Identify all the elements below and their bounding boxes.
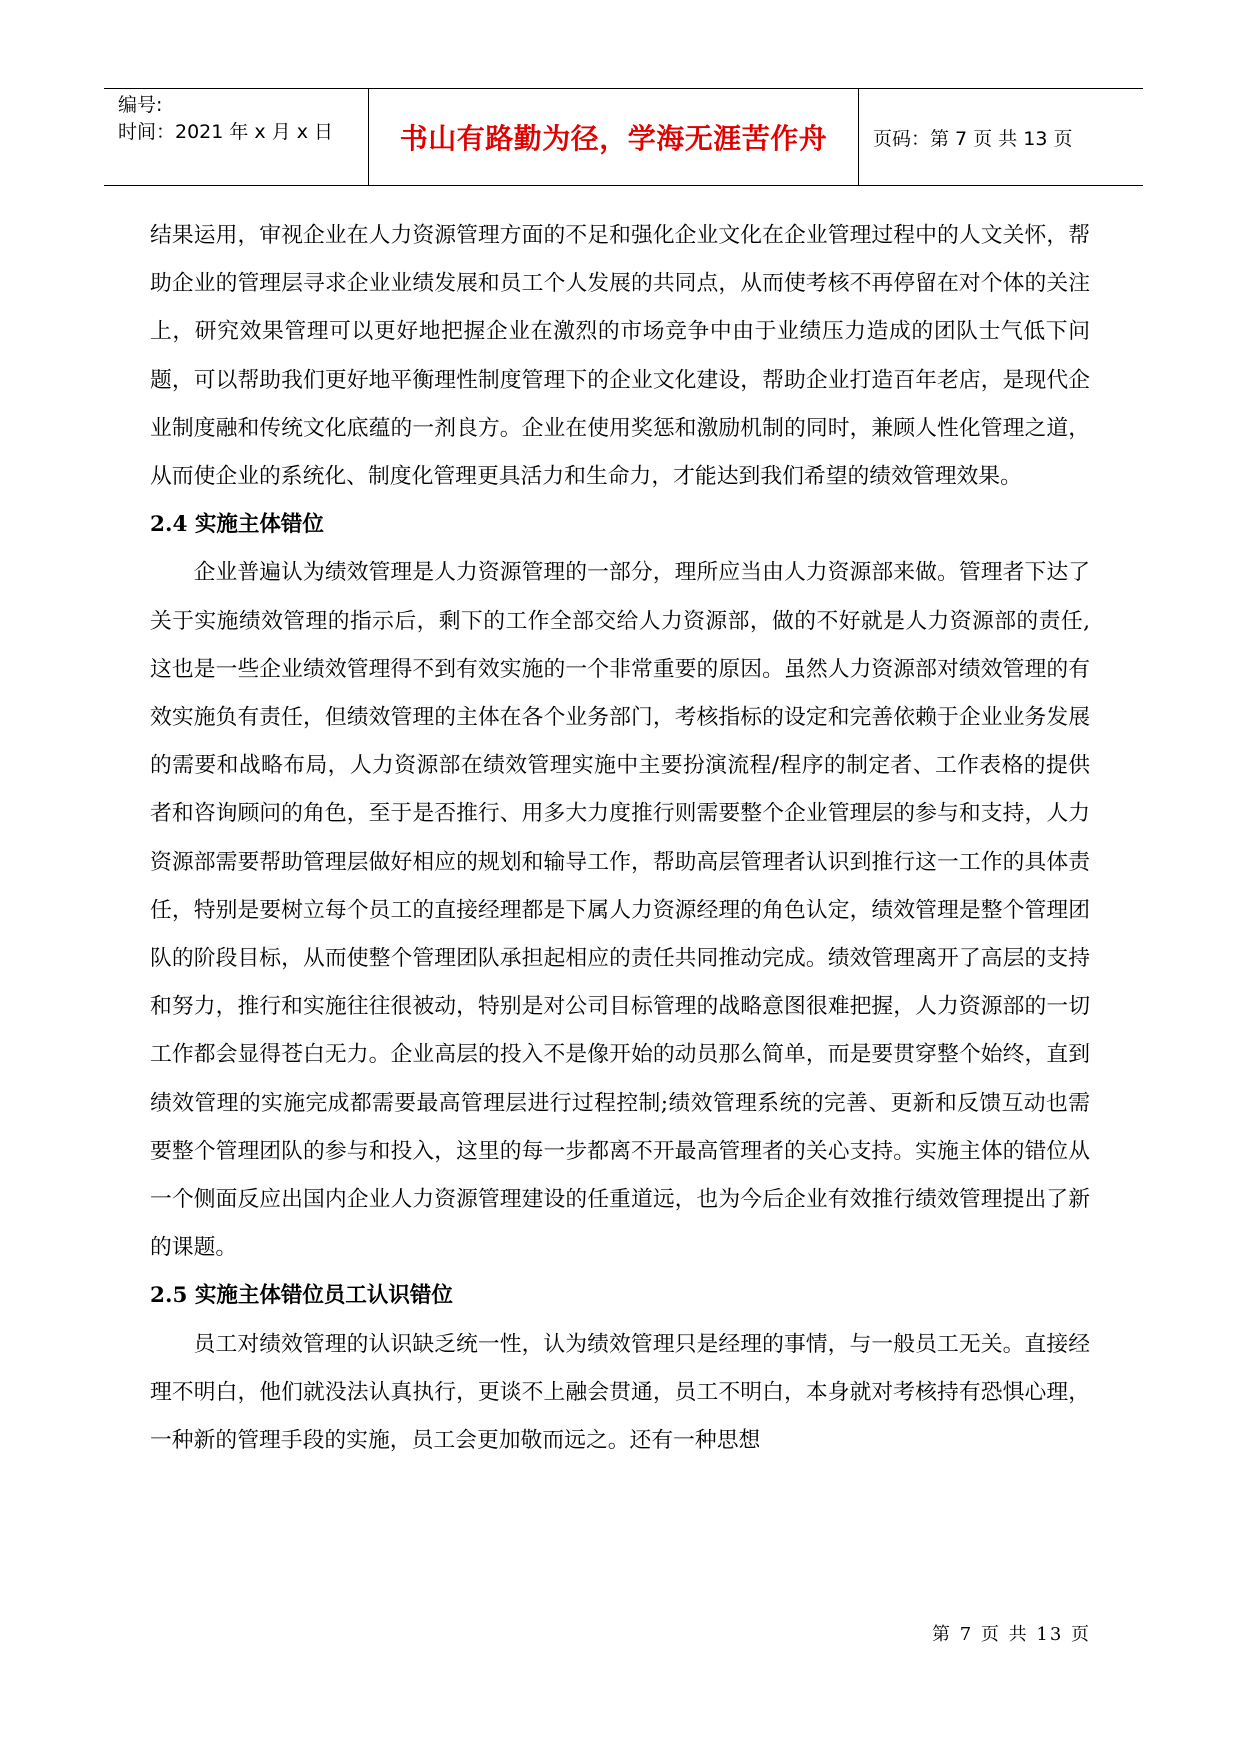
document-number-label: 编号: (118, 94, 163, 116)
document-body (150, 212, 1090, 1465)
page-footer: 第 7 页 共 13 页 (932, 1624, 1091, 1645)
page-header (104, 88, 1143, 186)
document-time-label: 时间：2021 年 x 月 x 日 (118, 121, 334, 143)
header-info-cell (104, 89, 369, 185)
body-paragraph: 企业普遍认为绩效管理是人力资源管理的一部分，理所应当由人力资源部来做。管理者下达了关于实施绩效管理的指示后，剩下的工作全部交给人力资源部，做的不好就是人力资源部的责任,这也是一些企业绩效管理得不到有效实施的一个非常重要的原因。虽然人力资源部对绩效管理的有效实施负有责任，但绩效管理的主体在各个业务部门，考核指标的设定和完善依赖于企业业务发展的需要和战略布局，人力资源部在绩效管理实施中主要扮演流程/程序的制定者、工作表格的提供者和咨询顾问的角色，至于是否推行、用多大力度推行则需要整个企业管理层的参与和支持，人力资源部需要帮助管理层做好相应的规划和输导工作，帮助高层管理者认识到推行这一工作的具体责任，特别是要树立每个员工的直接经理都是下属人力资源经理的角色认定，绩效管理是整个管理团队的阶段目标，从而使整个管理团队承担起相应的责任共同推动完成。绩效管理离开了高层的支持和努力，推行和实施往往很被动，特别是对公司目标管理的战略意图很难把握，人力资源部的一切工作都会显得苍白无力。企业高层的投入不是像开始的动员那么简单，而是要贯穿整个始终，直到绩效管理的实施完成都需要最高管理层进行过程控制;绩效管理系统的完善、更新和反馈互动也需要整个管理团队的参与和投入，这里的每一步都离不开最高管理者的关心支持。实施主体的错位从一个侧面反应出国内企业人力资源管理建设的任重道远，也为今后企业有效推行绩效管理提出了新的课题。 (150, 560, 1090, 1261)
body-paragraph: 结果运用，审视企业在人力资源管理方面的不足和强化企业文化在企业管理过程中的人文关怀，帮助企业的管理层寻求企业业绩发展和员工个人发展的共同点，从而使考核不再停留在对个体的关注上，研究效果管理可以更好地把握企业在激烈的市场竞争中由于业绩压力造成的团队士气低下问题，可以帮助我们更好地平衡理性制度管理下的企业文化建设，帮助企业打造百年老店，是现代企业制度融和传统文化底蕴的一剂良方。企业在使用奖惩和激励机制的同时，兼顾人性化管理之道，从而使企业的系统化、制度化管理更具活力和生命力，才能达到我们希望的绩效管理效果。 (150, 223, 1090, 490)
header-page-label: 页码：第 7 页 共 13 页 (873, 127, 1073, 150)
body-paragraph: 员工对绩效管理的认识缺乏统一性，认为绩效管理只是经理的事情，与一般员工无关。直接经理不明白，他们就没法认真执行，更谈不上融会贯通，员工不明白，本身就对考核持有恐惧心理，一种新的管理手段的实施，员工会更加敬而远之。还有一种思想 (150, 1331, 1090, 1454)
header-motto: 书山有路勤为径，学海无涯苦作舟 (369, 89, 859, 185)
section-heading: 2.4 实施主体错位 (150, 512, 324, 538)
section-heading: 2.5 实施主体错位员工认识错位 (150, 1283, 453, 1309)
